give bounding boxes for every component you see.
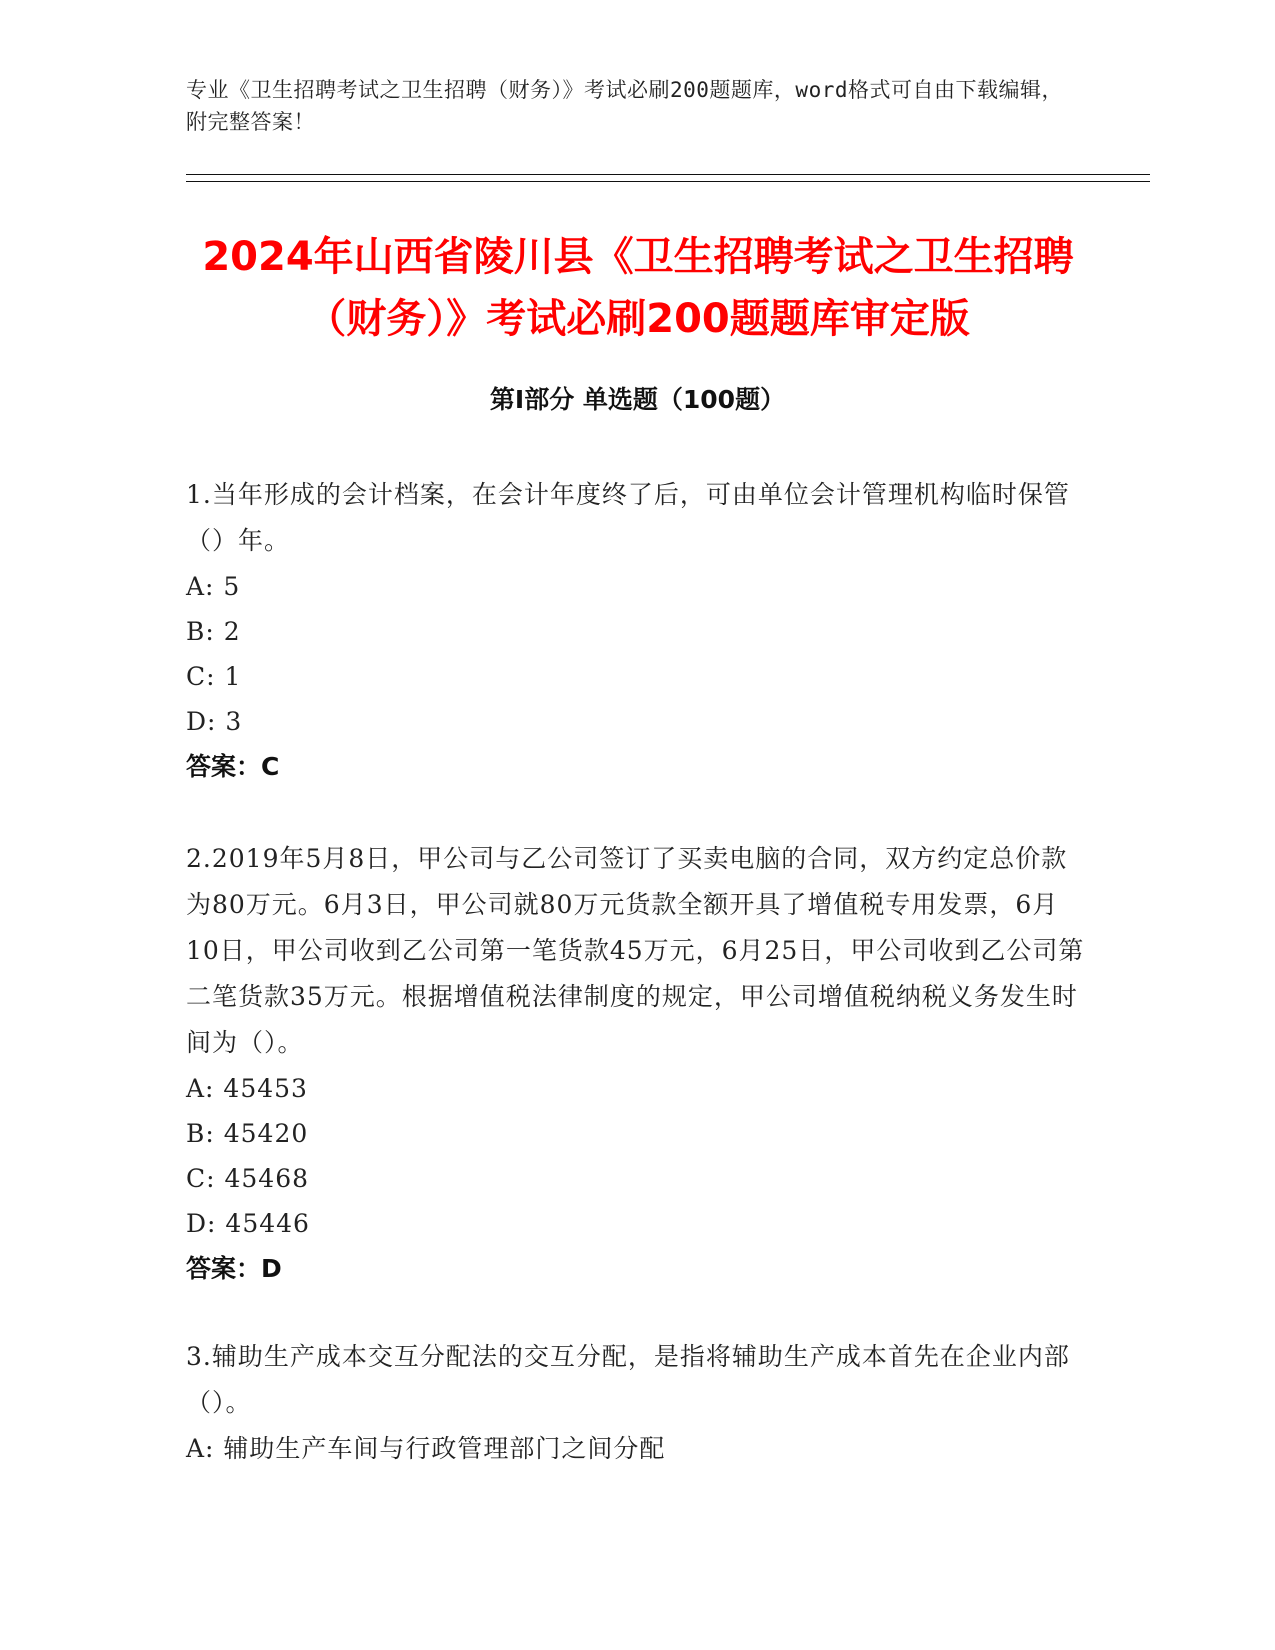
- option-a: A: 辅助生产车间与行政管理部门之间分配: [186, 1434, 666, 1463]
- option-b: B: 45420: [186, 1119, 309, 1148]
- option-c: C: 45468: [186, 1164, 310, 1193]
- answer: 答案：D: [186, 1254, 282, 1283]
- option-d: D: 3: [186, 707, 243, 736]
- question-stem: 2.2019年5月8日，甲公司与乙公司签订了买卖电脑的合同，双方约定总价款为80万元。6月3日，甲公司就80万元货款全额开具了增值税专用发票，6月10日，甲公司收到乙公司第一笔货款45万元，6月25日，甲公司收到乙公司第二笔货款35万元。根据增值税法律制度的规定，甲公司增值税纳税义务发生时间为（）。: [186, 844, 1085, 1057]
- option-a: A: 45453: [186, 1074, 308, 1103]
- answer: 答案：C: [186, 752, 280, 781]
- question-1: [186, 472, 1086, 790]
- option-d: D: 45446: [186, 1209, 310, 1238]
- question-3: [186, 1334, 1086, 1471]
- option-c: C: 1: [186, 662, 242, 691]
- header-note: 专业《卫生招聘考试之卫生招聘（财务）》考试必刷200题题库，word格式可自由下载编辑，附完整答案！: [186, 78, 1063, 134]
- header-rule-thin: [186, 181, 1150, 182]
- header-rule-thick: [186, 174, 1150, 175]
- question-stem: 1.当年形成的会计档案，在会计年度终了后，可由单位会计管理机构临时保管（）年。: [186, 480, 1070, 555]
- option-a: A: 5: [186, 572, 241, 601]
- question-stem: 3.辅助生产成本交互分配法的交互分配，是指将辅助生产成本首先在企业内部（）。: [186, 1342, 1070, 1417]
- option-b: B: 2: [186, 617, 241, 646]
- section-title: 第I部分 单选题（100题）: [489, 385, 786, 414]
- document-title: 2024年山西省陵川县《卫生招聘考试之卫生招聘（财务）》考试必刷200题题库审定版: [202, 234, 1074, 342]
- question-2: [186, 836, 1086, 1292]
